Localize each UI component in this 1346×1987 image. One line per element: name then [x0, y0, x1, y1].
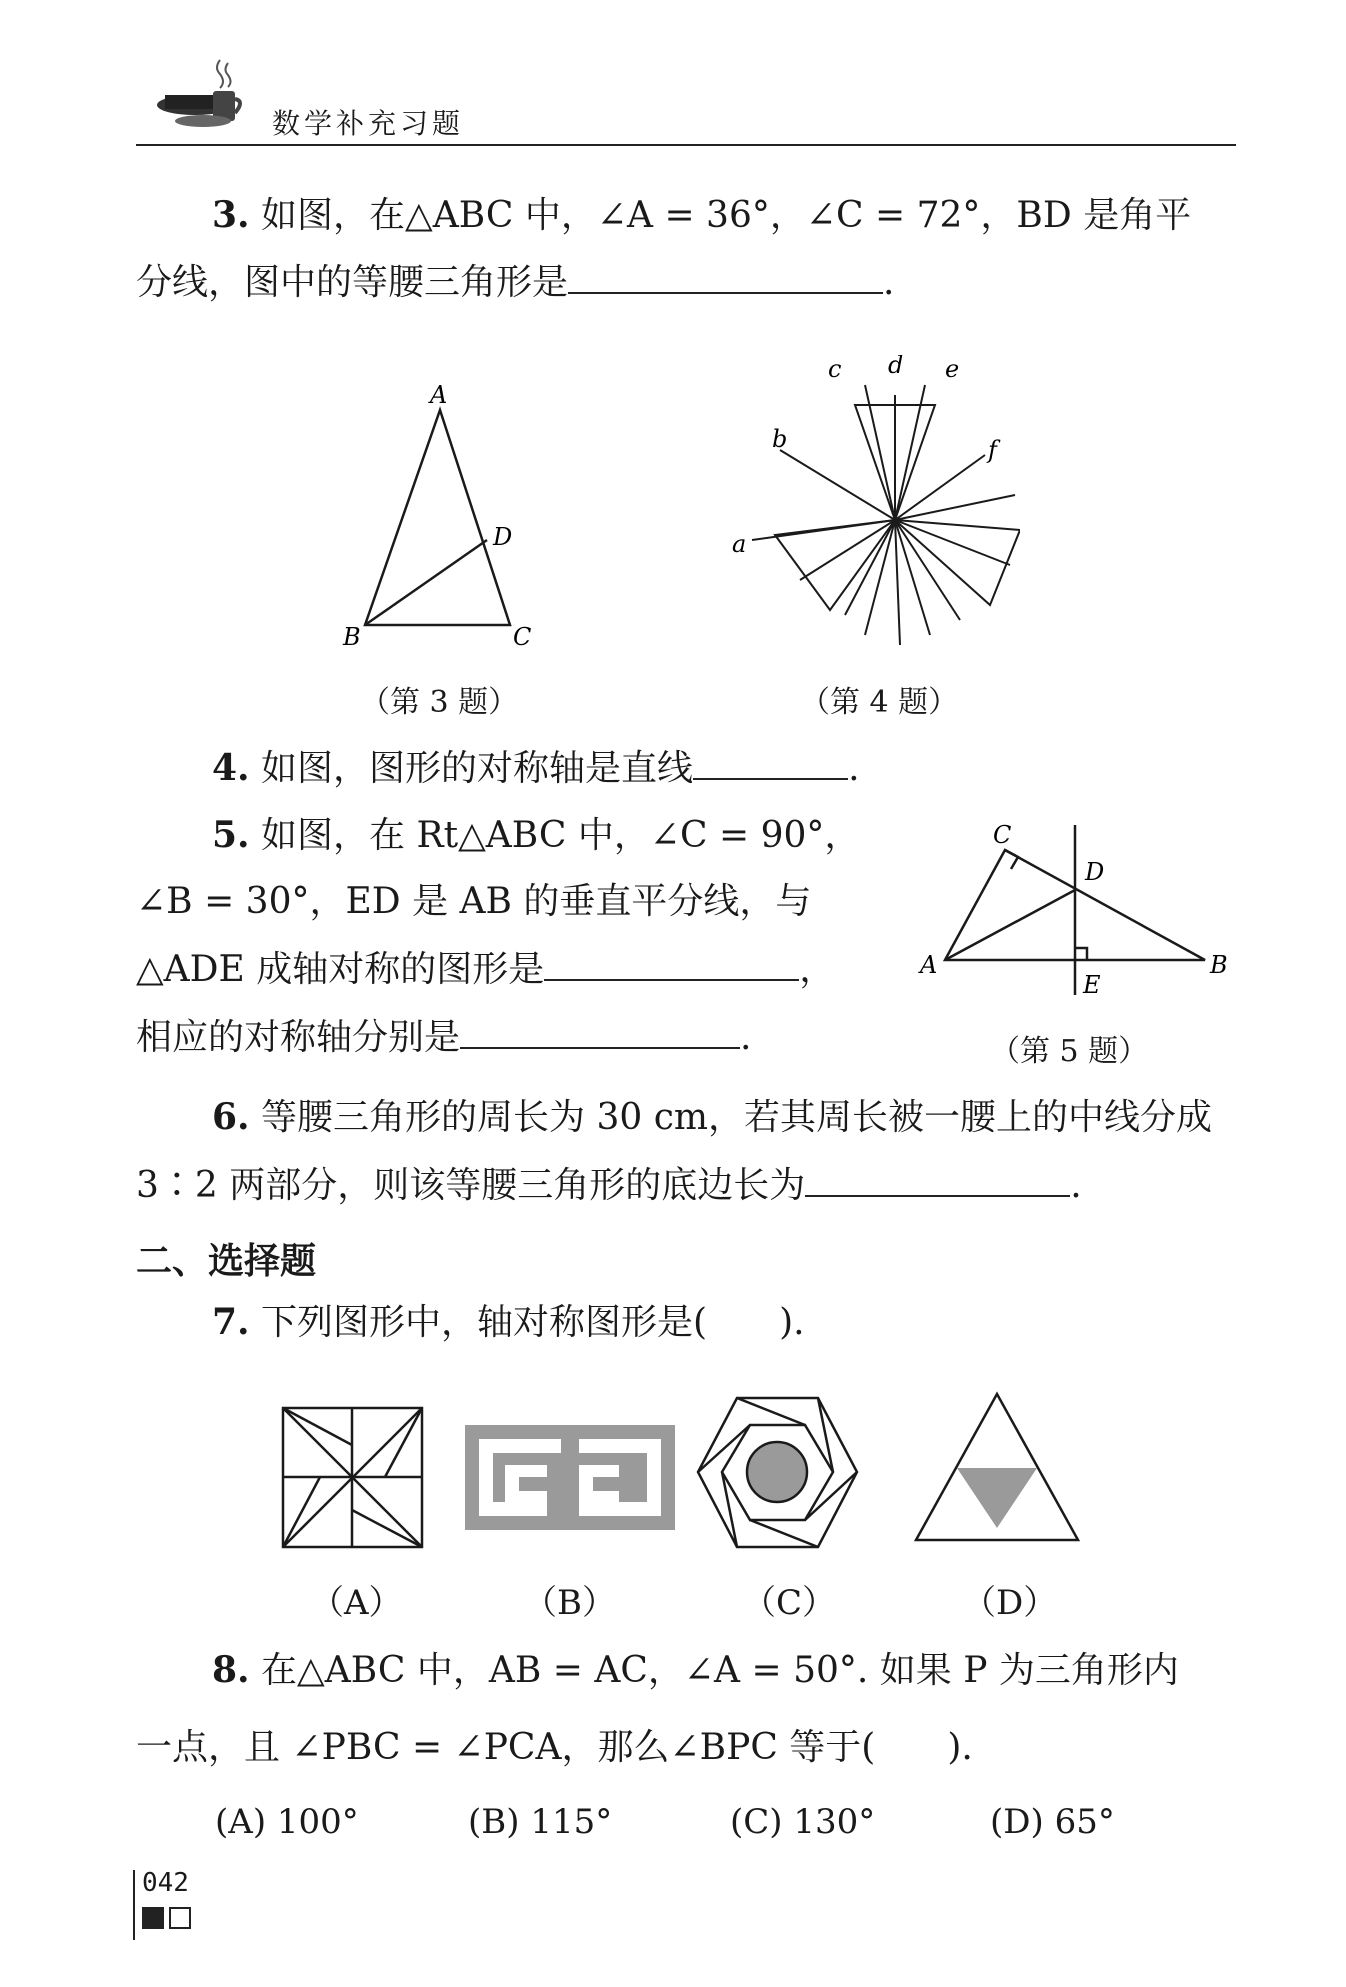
q4-number: 4. [212, 747, 250, 789]
q6-number: 6. [212, 1096, 250, 1138]
q7-option-a-pinwheel[interactable] [280, 1405, 425, 1550]
q8-option-c[interactable]: (C) 130° [730, 1802, 876, 1842]
fig5-label-c: C [993, 821, 1012, 849]
q5-line4-end: . [740, 1017, 752, 1058]
figure-4-symmetric-shape [720, 355, 1020, 655]
q8-option-b[interactable]: (B) 115° [468, 1802, 613, 1842]
q8-number: 8. [212, 1649, 250, 1691]
q5-number: 5. [212, 814, 250, 856]
q7-option-b-label[interactable]: （B） [523, 1583, 616, 1623]
q5-line4 [136, 1017, 751, 1058]
q7-text: 下列图形中，轴对称图形是( ). [261, 1302, 805, 1343]
q8-text-line2: 一点，且 ∠PBC = ∠PCA，那么∠BPC 等于( ). [136, 1727, 973, 1768]
fig3-label-a: A [430, 381, 448, 409]
q7-option-d-triangle[interactable] [912, 1390, 1082, 1545]
q5-answer-blank-1[interactable] [544, 949, 799, 981]
figure-5-right-triangle [915, 815, 1235, 1010]
header-divider [136, 144, 1236, 146]
q4-line [212, 748, 860, 789]
q6-line2 [136, 1165, 1082, 1206]
fig3-label-c: C [513, 623, 532, 651]
q3-end: . [883, 262, 895, 303]
fig5-label-e: E [1083, 971, 1101, 999]
fig5-label-d: D [1085, 858, 1105, 886]
q4-answer-blank[interactable] [693, 748, 848, 780]
q3-text-line2: 分线，图中的等腰三角形是 [136, 262, 569, 303]
q5-text-line2: ∠B = 30°，ED 是 AB 的垂直平分线，与 [136, 881, 812, 922]
q7-option-b-meander[interactable] [465, 1425, 675, 1530]
q7-option-a-label[interactable]: （A） [310, 1583, 403, 1623]
q6-answer-blank[interactable] [805, 1165, 1070, 1197]
book-cup-logo-icon [155, 55, 250, 135]
filled-square-icon [142, 1907, 164, 1929]
empty-square-icon [169, 1907, 191, 1929]
q8-option-a[interactable]: (A) 100° [215, 1802, 359, 1842]
q5-text-line3: △ADE 成轴对称的图形是 [136, 949, 545, 990]
q8-text-line1: 在△ABC 中，AB = AC，∠A = 50°. 如果 P 为三角形内 [261, 1650, 1179, 1691]
q7-option-c-label[interactable]: （C） [742, 1583, 837, 1623]
page-number: 042 [142, 1868, 189, 1898]
q8-line1 [212, 1650, 1179, 1691]
figure-3-triangle [335, 375, 550, 655]
q6-line1 [212, 1097, 1212, 1138]
fig4-label-a: a [732, 530, 747, 558]
fig3-caption: （第 3 题） [360, 685, 519, 720]
q5-line2 [136, 882, 811, 922]
q6-text-line1: 等腰三角形的周长为 30 cm，若其周长被一腰上的中线分成 [261, 1097, 1213, 1138]
q7-option-d-label[interactable]: （D） [962, 1583, 1058, 1623]
q7-option-c-hexagon[interactable] [695, 1395, 860, 1550]
q4-end: . [848, 748, 860, 789]
header-title: 数学补充习题 [272, 107, 465, 140]
q6-text-line2: 3∶2 两部分，则该等腰三角形的底边长为 [136, 1165, 806, 1206]
q3-line2 [136, 262, 894, 303]
footer-bar [133, 1870, 135, 1940]
fig4-label-d: d [888, 355, 904, 379]
q3-answer-blank[interactable] [568, 262, 883, 294]
fig4-label-c: c [828, 355, 842, 383]
q5-text-line4: 相应的对称轴分别是 [136, 1017, 461, 1058]
fig3-label-d: D [493, 523, 513, 551]
fig4-label-f: f [988, 436, 997, 464]
fig5-label-b: B [1210, 951, 1228, 979]
fig5-caption: （第 5 题） [990, 1034, 1149, 1069]
fig4-label-e: e [945, 355, 960, 383]
fig3-label-b: B [343, 623, 361, 651]
q3-number: 3. [212, 194, 250, 236]
fig5-label-a: A [920, 951, 938, 979]
q8-line2 [136, 1728, 973, 1768]
q5-line3 [136, 949, 835, 990]
q3-text-line1: 如图，在△ABC 中，∠A = 36°，∠C = 72°，BD 是角平 [261, 195, 1192, 236]
q5-line3-end: ， [799, 949, 836, 990]
q4-text: 如图，图形的对称轴是直线 [261, 748, 694, 789]
q6-end: . [1070, 1165, 1082, 1206]
q5-line1 [212, 815, 860, 856]
q5-text-line1: 如图，在 Rt△ABC 中，∠C = 90°， [261, 815, 861, 856]
q8-option-d[interactable]: (D) 65° [990, 1802, 1115, 1842]
q7-line [212, 1302, 805, 1343]
footer-squares [142, 1907, 191, 1933]
fig4-caption: （第 4 题） [800, 685, 959, 720]
q3-line1 [212, 195, 1191, 236]
q7-number: 7. [212, 1301, 250, 1343]
q5-answer-blank-2[interactable] [460, 1017, 740, 1049]
fig4-label-b: b [772, 425, 788, 453]
section-choice-title: 二、选择题 [136, 1241, 317, 1282]
